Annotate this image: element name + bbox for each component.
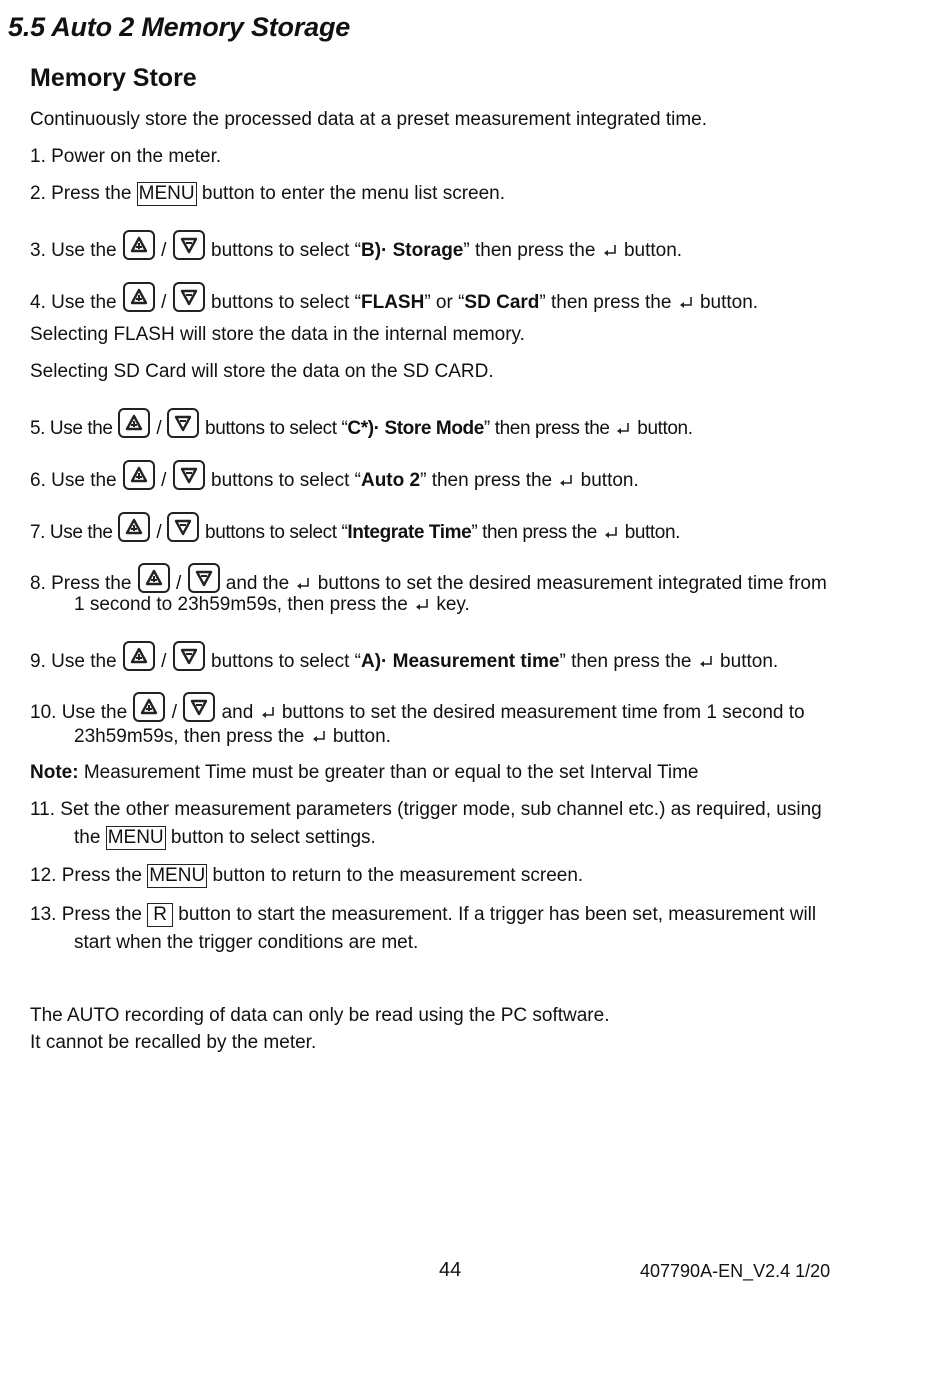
menu-key-label: MENU xyxy=(138,183,195,204)
step-11: 11. Set the other measurement parameters (trigger mode, sub channel etc.) as required, using xyxy=(30,799,822,820)
sd-note: Selecting SD Card will store the data on the SD CARD. xyxy=(30,361,494,382)
down-arrow-key-icon xyxy=(173,641,205,671)
step-11-continued: the MENU button to select settings. xyxy=(74,827,376,848)
step-13-continued: start when the trigger conditions are met. xyxy=(74,932,419,953)
flash-note: Selecting FLASH will store the data in the internal memory. xyxy=(30,324,525,345)
step-8-continued: 1 second to 23h59m59s, then press the key. xyxy=(74,594,470,615)
up-arrow-key-icon xyxy=(118,408,150,438)
step-8: 8. Press the / and the buttons to set the desired measurement integrated time from xyxy=(30,563,827,598)
step-7: 7. Use the / buttons to select “Integrate Time” then press the button. xyxy=(30,512,680,547)
up-arrow-key-icon xyxy=(133,692,165,722)
down-arrow-key-icon xyxy=(167,408,199,438)
step-4: 4. Use the / buttons to select “FLASH” or “SD Card” then press the button. xyxy=(30,282,758,317)
enter-icon xyxy=(616,416,630,430)
down-arrow-key-icon xyxy=(167,512,199,542)
up-arrow-key-icon xyxy=(123,282,155,312)
down-arrow-key-icon xyxy=(188,563,220,593)
step-13: 13. Press the R button to start the measurement. If a trigger has been set, measurement will xyxy=(30,904,817,925)
down-arrow-key-icon xyxy=(173,282,205,312)
step-10-continued: 23h59m59s, then press the button. xyxy=(74,726,391,747)
document-id: 407790A-EN_V2.4 1/20 xyxy=(640,1261,831,1281)
enter-icon xyxy=(312,724,326,738)
closing-line-2: It cannot be recalled by the meter. xyxy=(30,1032,317,1053)
up-arrow-key-icon xyxy=(138,563,170,593)
step-9: 9. Use the / buttons to select “A)· Measurement time” then press the button. xyxy=(30,641,778,676)
step-5: 5. Use the / buttons to select “C*)· Store Mode” then press the button. xyxy=(30,408,693,443)
note: Note: Measurement Time must be greater than or equal to the set Interval Time xyxy=(30,762,699,783)
enter-icon xyxy=(296,571,310,585)
page-number: 44 xyxy=(439,1259,462,1281)
enter-icon xyxy=(679,290,693,304)
r-key-label: R xyxy=(147,903,173,927)
enter-icon xyxy=(603,238,617,252)
enter-icon xyxy=(559,468,573,482)
up-arrow-key-icon xyxy=(123,460,155,490)
down-arrow-key-icon xyxy=(183,692,215,722)
enter-icon xyxy=(604,520,618,534)
up-arrow-key-icon xyxy=(123,230,155,260)
closing-line-1: The AUTO recording of data can only be read using the PC software. xyxy=(30,1005,610,1026)
menu-key-label: MENU xyxy=(107,827,164,848)
subsection-heading: Memory Store xyxy=(30,64,197,92)
up-arrow-key-icon xyxy=(123,641,155,671)
enter-icon xyxy=(415,592,429,606)
down-arrow-key-icon xyxy=(173,230,205,260)
step-1: 1. Power on the meter. xyxy=(30,146,222,167)
step-12: 12. Press the MENU button to return to the measurement screen. xyxy=(30,865,584,886)
down-arrow-key-icon xyxy=(173,460,205,490)
enter-icon xyxy=(699,649,713,663)
enter-icon xyxy=(261,700,275,714)
menu-key-label: MENU xyxy=(149,865,206,886)
section-heading: 5.5 Auto 2 Memory Storage xyxy=(8,12,351,42)
step-3: 3. Use the / buttons to select “B)· Storage” then press the button. xyxy=(30,230,682,265)
step-10: 10. Use the / and buttons to set the desired measurement time from 1 second to xyxy=(30,692,805,727)
step-6: 6. Use the / buttons to select “Auto 2” then press the button. xyxy=(30,460,639,495)
intro-text: Continuously store the processed data at a preset measurement integrated time. xyxy=(30,109,707,130)
step-2: 2. Press the MENU button to enter the menu list screen. xyxy=(30,183,506,204)
up-arrow-key-icon xyxy=(118,512,150,542)
